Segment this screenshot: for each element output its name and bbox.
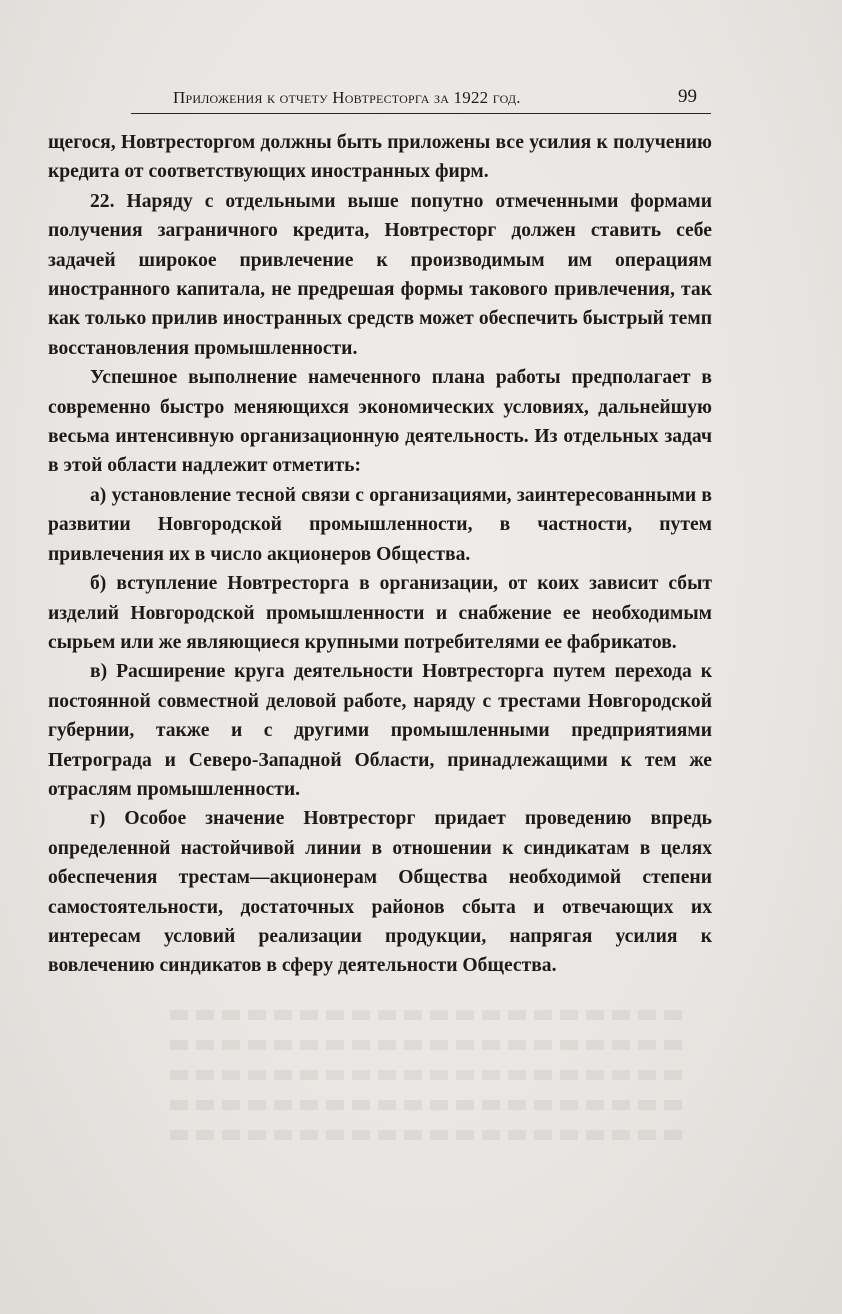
running-title: Приложения к отчету Новтресторга за 1922 год.	[173, 88, 521, 107]
header-rule	[131, 113, 711, 114]
page-header	[131, 84, 711, 114]
bleed-through-line	[170, 1100, 690, 1110]
paragraph-22: 22. Наряду с отдельными выше попутно отмеченными формами получения заграничного кредита, Новтресторг должен ставить себе задачей широкое привлечение к производимым им операциям иностранного капитала, не предрешая формы такового привлечения, так как только прилив иностранных средств может обеспечить быстрый темп восстановления промышленности.	[48, 190, 712, 359]
paragraph-item-v: в) Расширение круга деятельности Новтресторга путем перехода к постоянной совместной деловой работе, наряду с трестами Новгородской губернии, также и с другими промышленными предприятиями Петрограда и Северо-Западной Области, принадлежащими к тем же отраслям промышленности.	[48, 661, 712, 800]
bleed-through-line	[170, 1130, 690, 1140]
paragraph-item-a: а) установление тесной связи с организациями, заинтересованными в развитии Новгородской промышленности, в частности, путем привлечения их в число акционеров Общества.	[48, 484, 712, 565]
paragraph-item-g: г) Особое значение Новтресторг придает проведению впредь определенной настойчивой линии в отношении к синдикатам в целях обеспечения трестам—акционерам Общества необходимой степени самостоятельности, достаточных районов сбыта и отвечающих их интересам условий реализации продукции, напрягая усилия к вовлечению синдикатов в сферу деятельности Общества.	[48, 808, 712, 977]
paragraph-continuation: щегося, Новтресторгом должны быть приложены все усилия к получению кредита от соответствующих иностранных фирм.	[48, 132, 712, 183]
bleed-through-line	[170, 1040, 690, 1050]
page-number: 99	[678, 86, 697, 107]
body-text	[48, 128, 712, 981]
bleed-through-line	[170, 1010, 690, 1020]
paragraph-plan: Успешное выполнение намеченного плана работы предполагает в современно быстро меняющихся экономических условиях, дальнейшую весьма интенсивную организационную деятельность. Из отдельных задач в этой области надлежит отметить:	[48, 367, 712, 477]
paragraph-item-b: б) вступление Новтресторга в организации, от коих зависит сбыт изделий Новгородской промышленности и снабжение ее необходимым сырьем или же являющиеся крупными потребителями ее фабрикатов.	[48, 573, 712, 653]
bleed-through-line	[170, 1070, 690, 1080]
